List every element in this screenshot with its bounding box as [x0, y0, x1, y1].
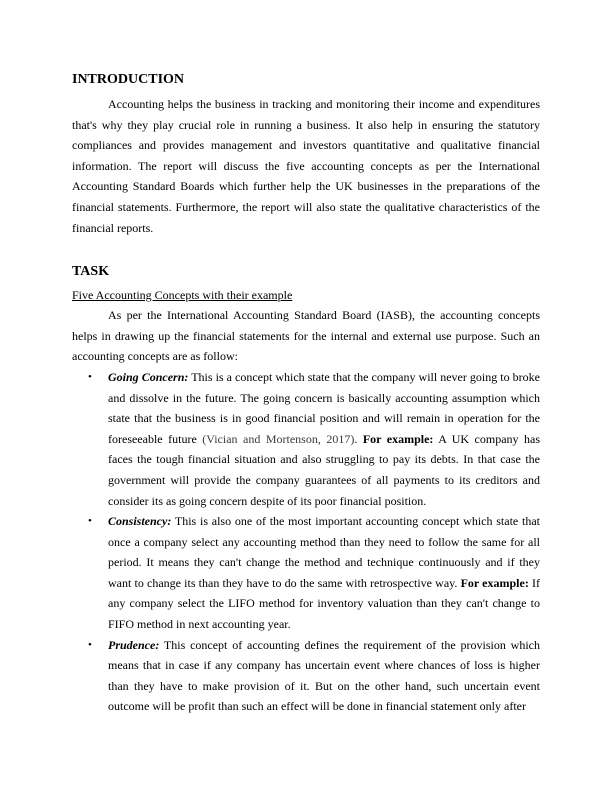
concept-term: Going Concern:	[108, 369, 189, 384]
example-text: A UK company has faces the tough financial situation and also struggling to pay its debts. In that case the government will provide the company guarantees of all payments to its creditors and consider its as going concern despite of its poor financial position.	[108, 431, 541, 508]
task-subtitle: Five Accounting Concepts with their example	[72, 288, 293, 303]
bullet-icon: •	[88, 638, 92, 651]
concept-text	[108, 367, 540, 511]
concept-description: This is also one of the most important accounting concept which state that once a company select any accounting method than they need to follow the same for all period. It means they can't change the method and technique continuously and if they want to change its than they have to do the same with retrospective way.	[108, 514, 540, 590]
concept-text	[108, 635, 540, 717]
bullet-icon: •	[88, 370, 92, 383]
concept-text	[108, 511, 540, 635]
example-label: For example:	[362, 431, 434, 446]
example-text: If any company select the LIFO method for inventory valuation than they can't change to FIFO method in next accounting year.	[108, 575, 540, 632]
citation: (Vician and Mortenson, 2017)	[202, 431, 355, 446]
concept-term: Consistency:	[108, 514, 172, 529]
citation-separator: .	[354, 431, 363, 446]
example-label: For example:	[460, 575, 529, 590]
concept-item-consistency	[72, 511, 540, 635]
bullet-icon: •	[88, 515, 92, 528]
concept-item-prudence	[72, 635, 540, 717]
introduction-heading: INTRODUCTION	[72, 72, 185, 87]
document-page	[72, 70, 540, 717]
introduction-paragraph: Accounting helps the business in tracking and monitoring their income and expenditures that's why they play crucial role in running a business. It also help in ensuring the statutory compliances and provides management and investors quantitative and qualitative financial information. The report will discuss the five accounting concepts as per the International Accounting Standard Boards which further help the UK businesses in the preparations of the financial statements. Furthermore, the report will also state the qualitative characteristics of the financial reports.	[72, 97, 540, 235]
task-intro-paragraph: As per the International Accounting Standard Board (IASB), the accounting concepts helps in drawing up the financial statements for the internal and external use purpose. Such an accounting concepts are as follow:	[72, 308, 540, 364]
concept-description: This concept of accounting defines the requirement of the provision which means that in case if any company has uncertain event where chances of loss is higher than they have to make provision of it. But on the other hand, such uncertain event outcome will be profit than such an effect will be done in financial statement only after	[108, 637, 540, 714]
concept-term: Prudence:	[108, 637, 160, 652]
task-heading: TASK	[72, 264, 110, 280]
concept-item-going-concern	[72, 367, 540, 511]
concept-description: This is a concept which state that the company will never going to broke and dissolve in the future. The going concern is basically accounting assumption which state that the business is in good financial position and will remain in operation for the foreseeable future	[108, 369, 540, 446]
concept-list	[72, 367, 540, 717]
